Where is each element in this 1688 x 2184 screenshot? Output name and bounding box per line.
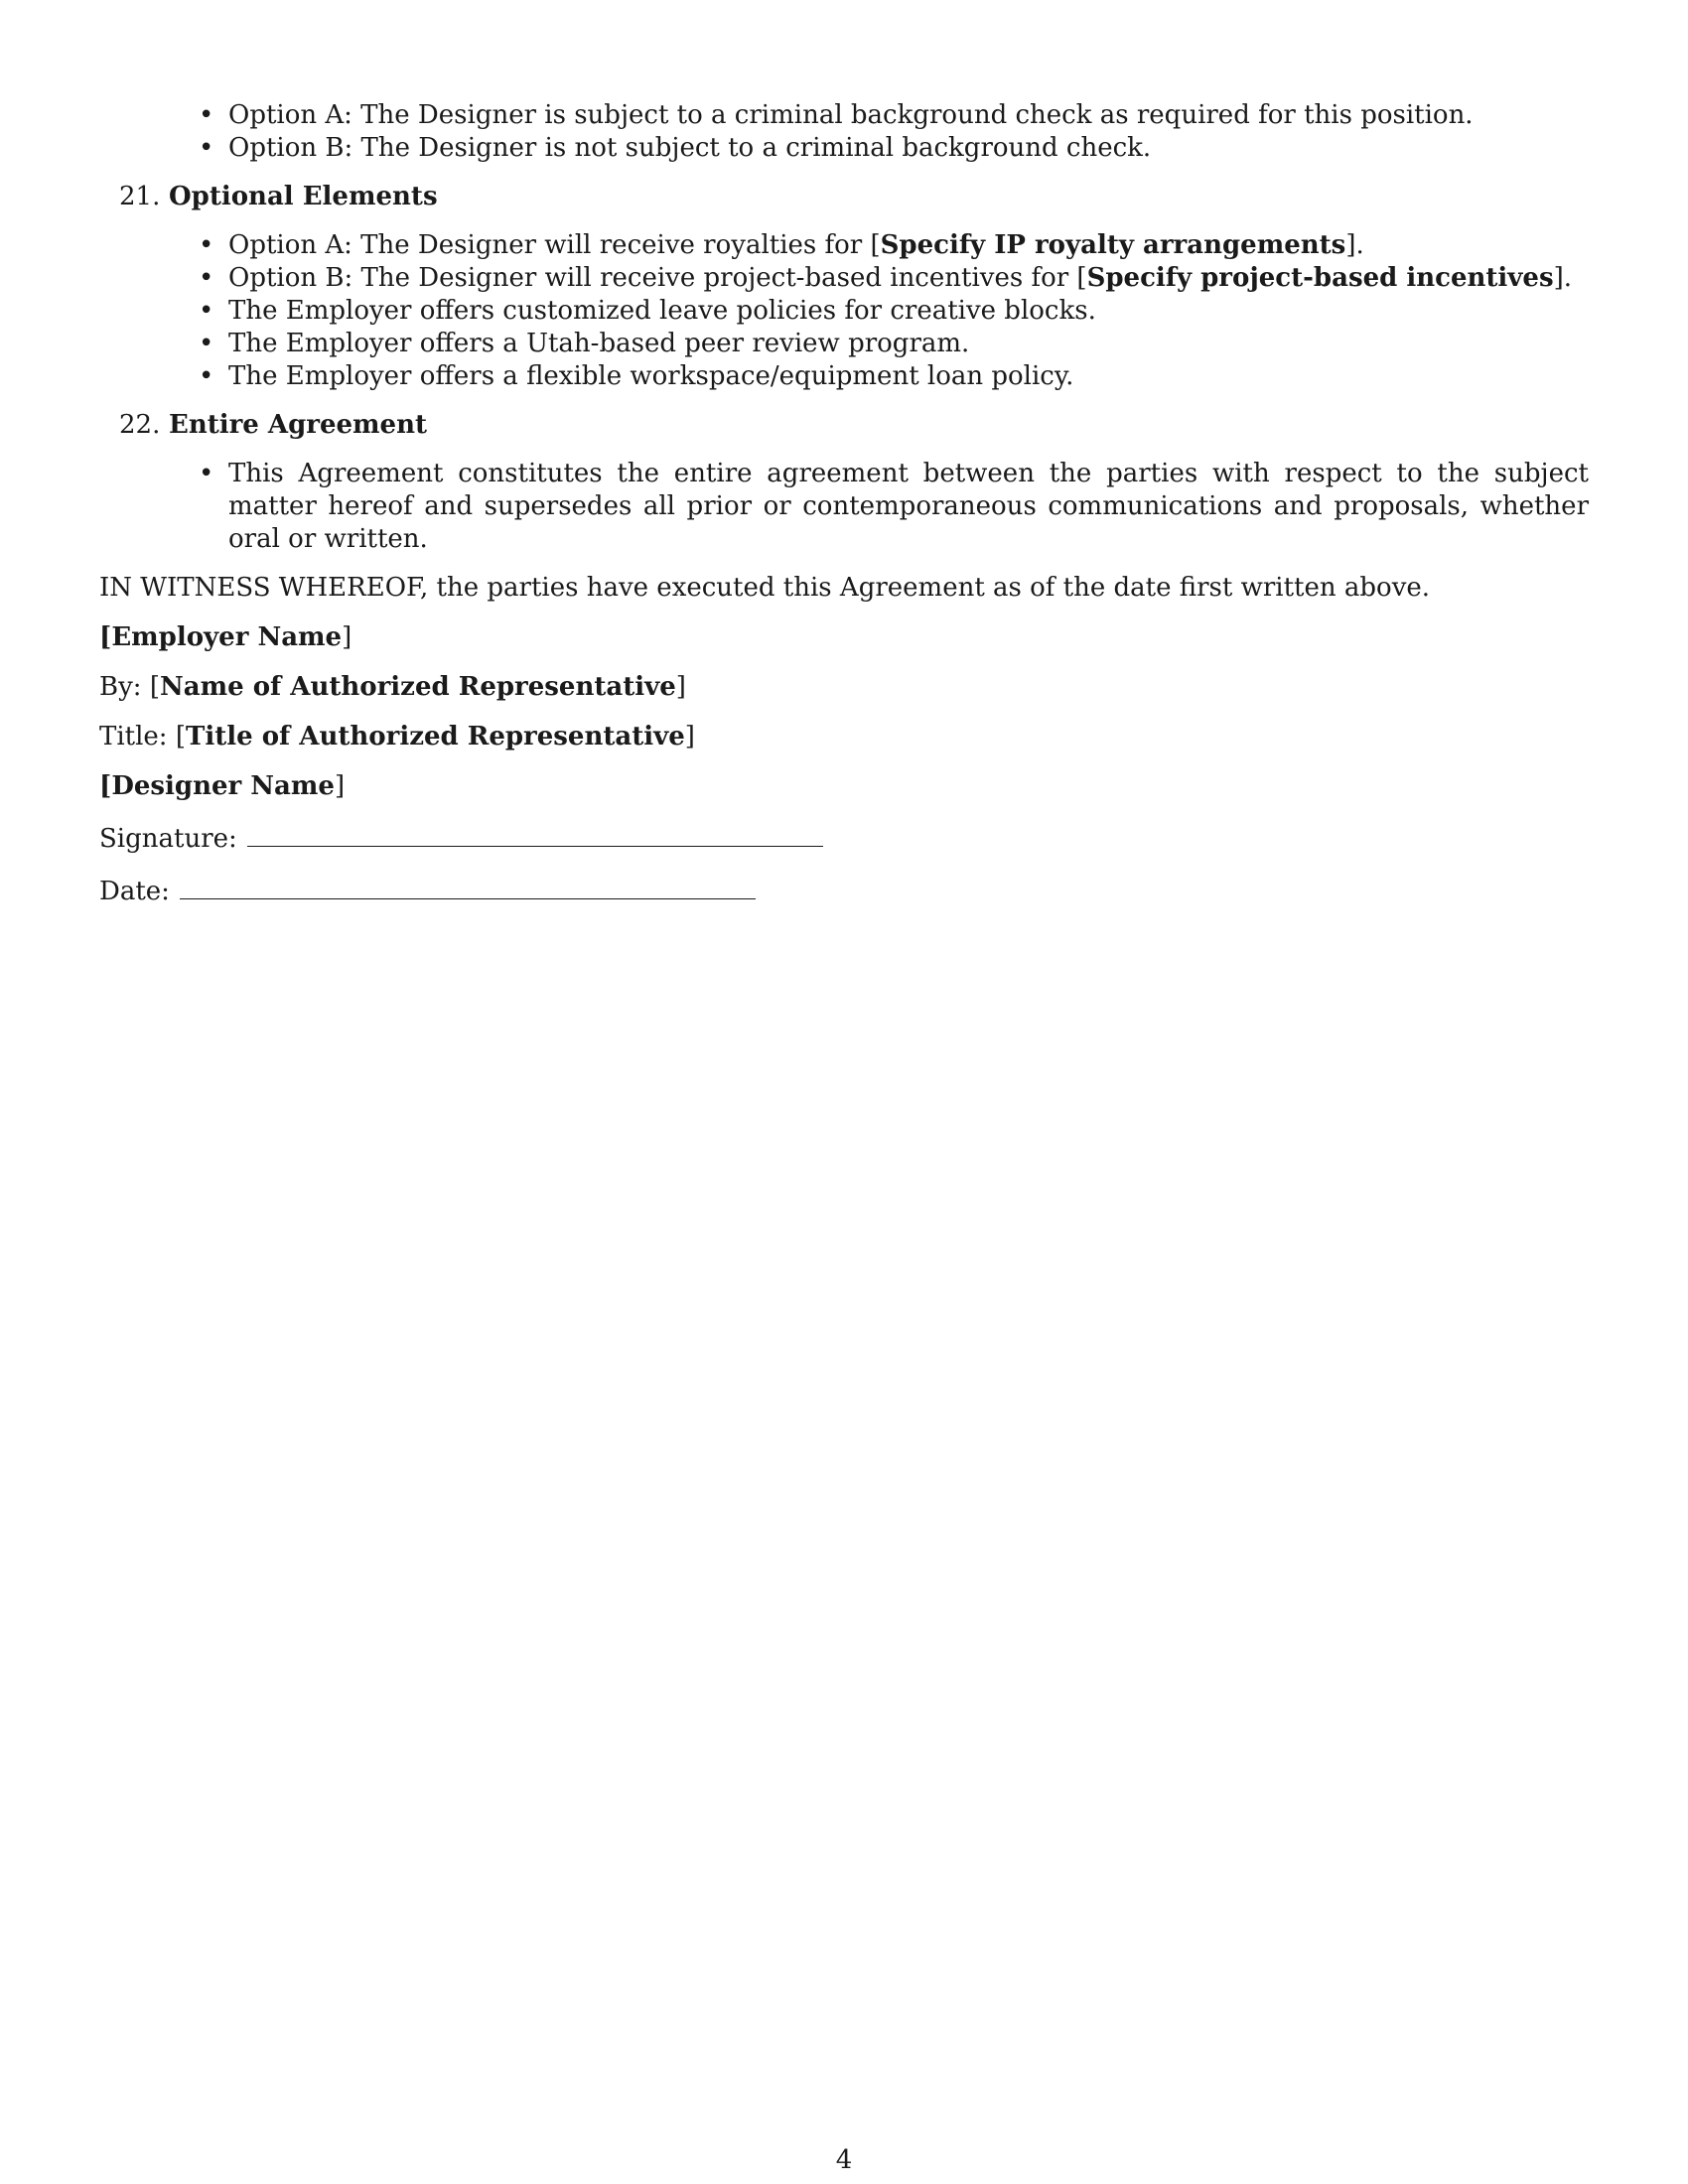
list-item: • This Agreement constitutes the entire agreement between the parties with respect to the subject matter hereof and supersedes all prior or contemporaneous communications and proposals, whether oral or written. xyxy=(228,458,1589,556)
list-item-text: ]. xyxy=(1345,230,1364,260)
signature-field[interactable] xyxy=(247,820,823,847)
list-item: • Option A: The Designer is subject to a criminal background check as required for this position. xyxy=(228,99,1589,132)
representative-name-placeholder: Name of Authorized Representative xyxy=(159,672,676,702)
signature-label: Signature: xyxy=(99,824,237,854)
list-item: • The Employer offers customized leave policies for creative blocks. xyxy=(228,295,1589,328)
section-title: Optional Elements xyxy=(169,182,438,211)
placeholder-text: Specify IP royalty arrangements xyxy=(880,230,1346,260)
list-item xyxy=(228,262,1589,295)
title-line: Title: [Title of Authorized Representative] xyxy=(99,722,695,751)
section-title: Entire Agreement xyxy=(169,410,427,440)
section-22-bullets xyxy=(99,458,1589,556)
title-label: Title: xyxy=(99,722,168,751)
section-21-heading xyxy=(99,181,1589,213)
list-item: • The Employer offers a Utah-based peer review program. xyxy=(228,328,1589,360)
section-21-bullets xyxy=(99,229,1589,393)
list-item: • Option B: The Designer is not subject to a criminal background check. xyxy=(228,132,1589,165)
designer-name-placeholder: Designer Name xyxy=(111,771,335,801)
date-field[interactable] xyxy=(180,873,756,899)
list-item-text: Option B: The Designer will receive project-based incentives for [ xyxy=(228,263,1087,293)
employer-name-placeholder: Employer Name xyxy=(111,622,343,652)
employer-name-block: [Employer Name] xyxy=(99,622,352,652)
section-20-bullets xyxy=(99,99,1589,165)
list-item: • The Employer offers a flexible workspace/equipment loan policy. xyxy=(228,360,1589,393)
page-number: 4 xyxy=(835,2145,853,2175)
list-item-text: ]. xyxy=(1553,263,1573,293)
designer-name-block: [Designer Name] xyxy=(99,771,346,801)
witness-statement: IN WITNESS WHEREOF, the parties have executed this Agreement as of the date first written above. xyxy=(99,573,1431,603)
section-number: 21. xyxy=(119,182,161,211)
representative-title-placeholder: Title of Authorized Representative xyxy=(186,722,685,751)
list-item-text: Option A: The Designer will receive royalties for [ xyxy=(228,230,881,260)
placeholder-text: Specify project-based incentives xyxy=(1086,263,1554,293)
date-label: Date: xyxy=(99,877,170,906)
list-item xyxy=(228,229,1589,262)
by-label: By: xyxy=(99,672,142,702)
by-line: By: [Name of Authorized Representative] xyxy=(99,672,686,702)
date-line xyxy=(99,873,1589,908)
section-number: 22. xyxy=(119,410,161,440)
section-22-heading xyxy=(99,409,1589,442)
signature-line xyxy=(99,820,1589,856)
document-page xyxy=(99,99,1589,908)
